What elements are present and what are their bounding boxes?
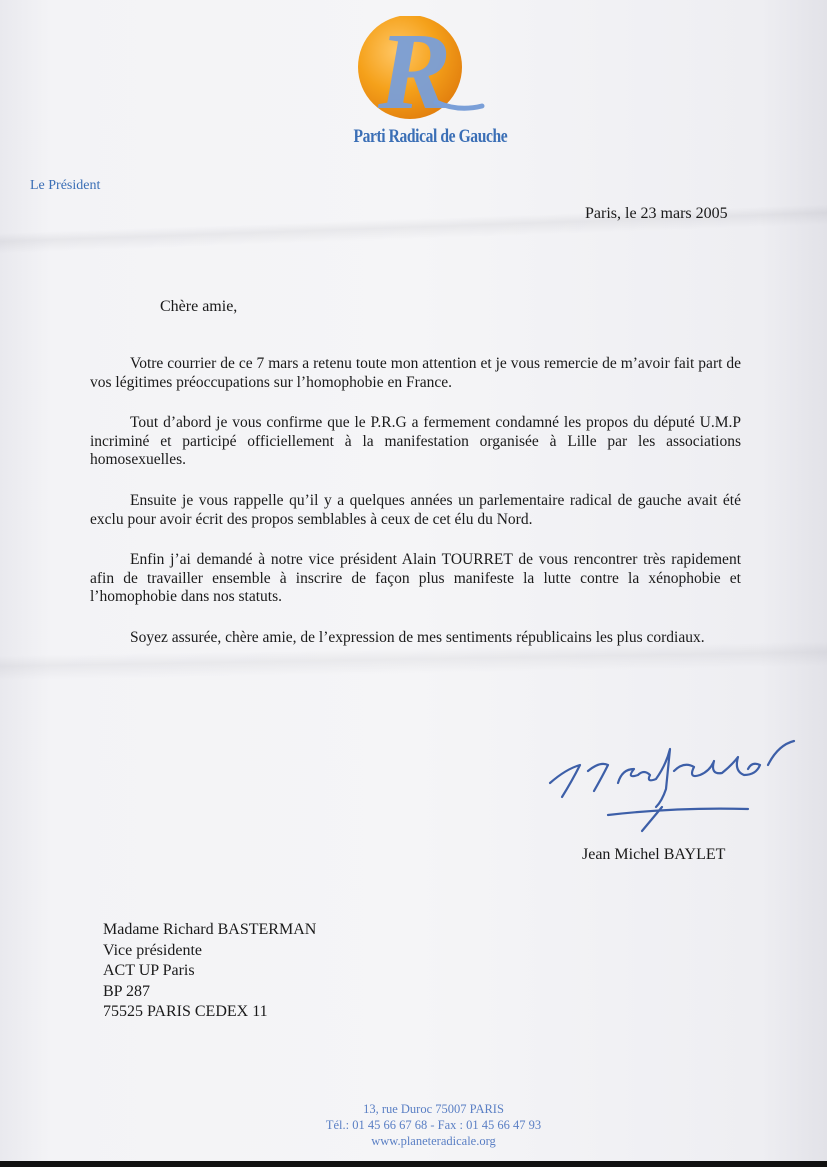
party-logo-emblem <box>340 16 490 128</box>
sender-title: Le Président <box>30 178 101 193</box>
paragraph-text: Ensuite je vous rappelle qu’il y a quelques années un parlementaire radical de gauche avait été exclu pour avoir écrit des propos semblables à ceux de cet élu du Nord. <box>90 492 741 528</box>
footer-phone-fax: Tél.: 01 45 66 67 68 - Fax : 01 45 66 47 93 <box>325 1118 542 1132</box>
body-paragraph-3 <box>90 492 741 529</box>
recipient-name: Madame Richard BASTERMAN <box>103 921 317 938</box>
signer-name: Jean Michel BAYLET <box>582 846 726 863</box>
body-paragraph-1 <box>90 355 741 392</box>
svg-text:R: R <box>378 16 452 128</box>
recipient-city: 75525 PARIS CEDEX 11 <box>103 1003 268 1020</box>
body-paragraph-5 <box>90 629 741 648</box>
paragraph-text: Tout d’abord je vous confirme que le P.R.G a fermement condamné les propos du député U.M.P incriminé et participé officiellement à la manifestation organisée à Lille par les associations homosexuelles. <box>90 414 741 468</box>
paragraph-text: Soyez assurée, chère amie, de l’expression de mes sentiments républicains les plus cordiaux. <box>130 629 705 646</box>
recipient-title: Vice présidente <box>103 941 202 959</box>
paragraph-text: Enfin j’ai demandé à notre vice président Alain TOURRET de vous rencontrer très rapidement afin de travailler ensemble à inscrire de façon plus manifeste la lutte contre la xénophobie et l’homophobie dans nos statuts. <box>90 551 741 605</box>
paragraph-text: Votre courrier de ce 7 mars a retenu toute mon attention et je vous remercie de m’avoir fait part de vos légitimes préoccupations sur l’homophobie en France. <box>90 355 741 391</box>
letter-footer <box>0 1101 827 1149</box>
date-line: Paris, le 23 mars 2005 <box>585 205 728 222</box>
recipient-organization: ACT UP Paris <box>103 962 195 979</box>
party-logo <box>340 16 508 156</box>
body-paragraph-2 <box>90 414 741 470</box>
footer-website: www.planeteradicale.org <box>371 1134 496 1148</box>
recipient-po-box: BP 287 <box>103 982 150 1000</box>
salutation: Chère amie, <box>160 298 238 315</box>
body-paragraph-4 <box>90 551 741 607</box>
recipient-address <box>103 920 316 1023</box>
party-name: Parti Radical de Gauche <box>353 126 508 147</box>
handwritten-signature <box>538 735 818 845</box>
footer-address: 13, rue Duroc 75007 PARIS <box>363 1102 504 1116</box>
